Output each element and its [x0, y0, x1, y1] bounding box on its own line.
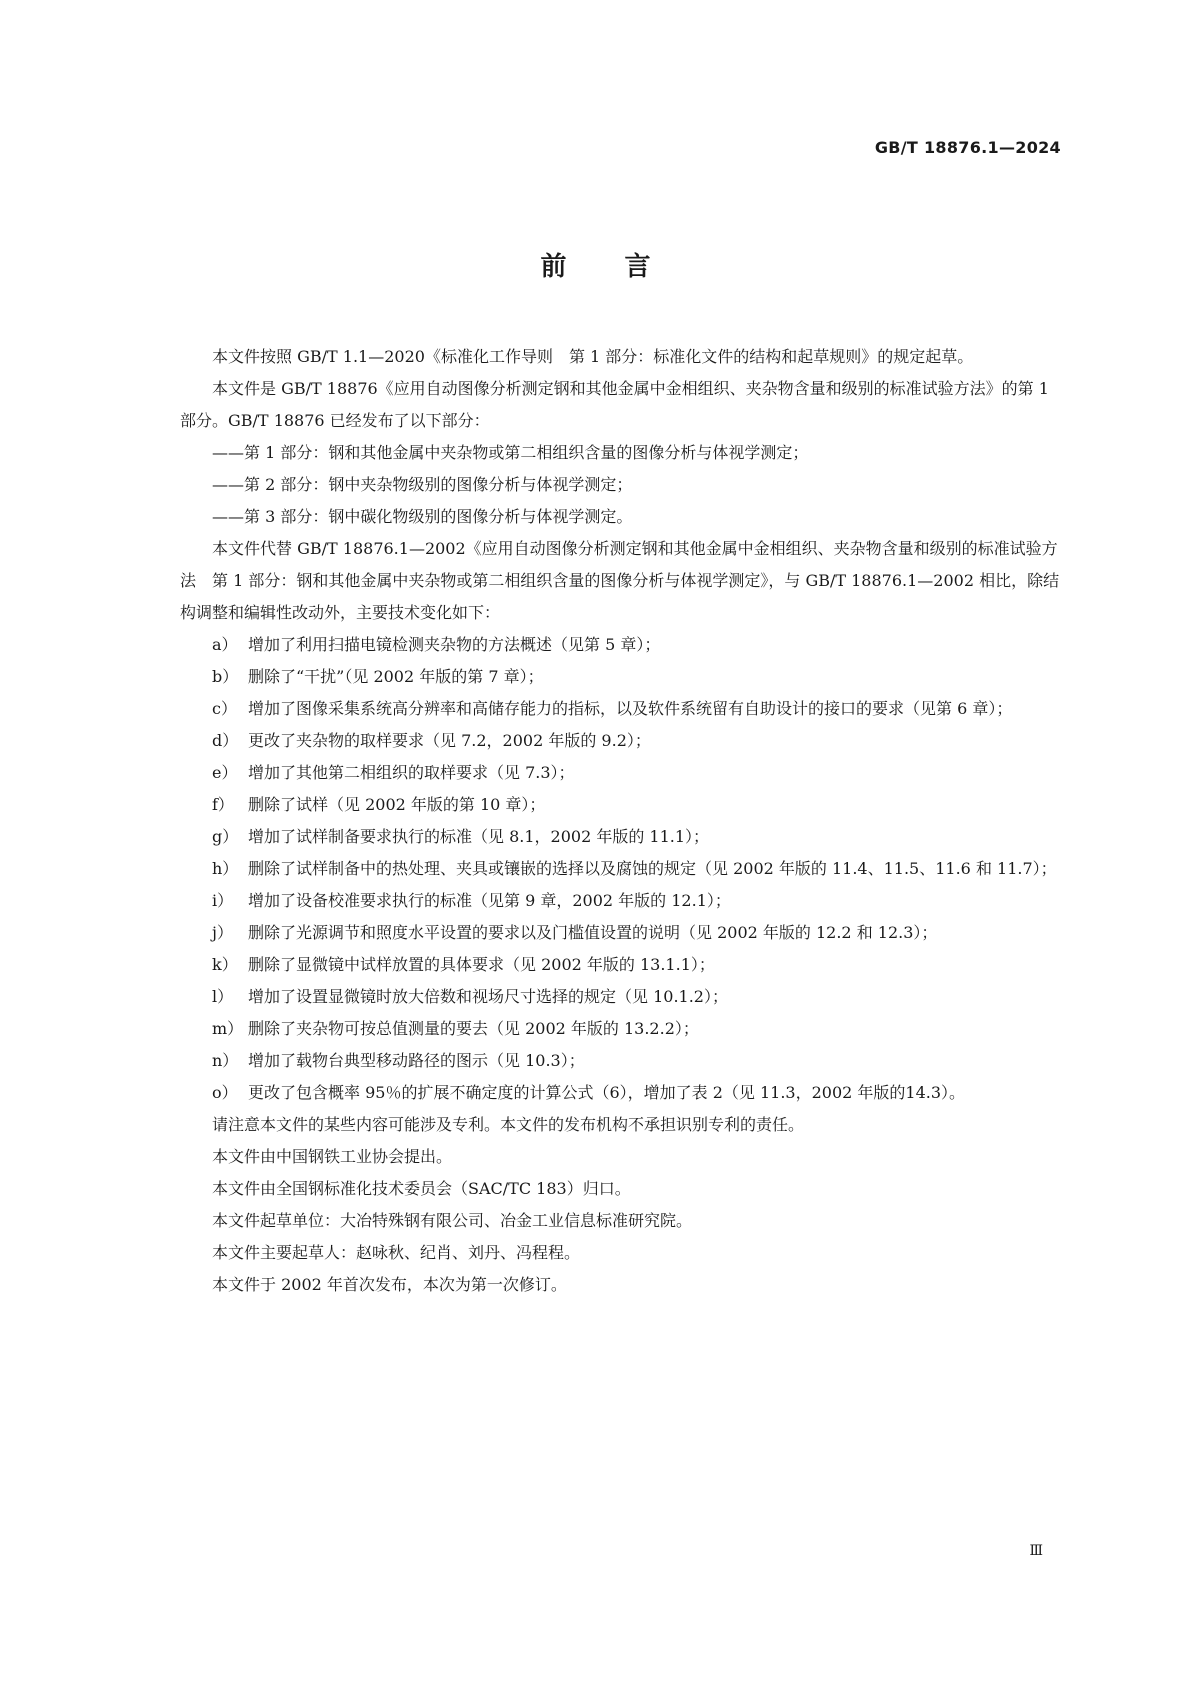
part-item: ——第 2 部分：钢中夹杂物级别的图像分析与体视学测定；: [212, 475, 633, 494]
paragraph-drafters: 本文件主要起草人：赵咏秋、纪肖、刘丹、冯程程。: [212, 1243, 581, 1262]
change-item: [180, 981, 1060, 1013]
change-item: [180, 693, 1060, 725]
list-marker: n）: [212, 1051, 239, 1070]
change-item: [180, 629, 1060, 661]
change-item: [180, 757, 1060, 789]
change-text: 删除了光源调节和照度水平设置的要求以及门槛值设置的说明（见 2002 年版的 12.2 和 12.3）；: [248, 923, 938, 942]
change-item: [180, 885, 1060, 917]
change-text: 删除了显微镜中试样放置的具体要求（见 2002 年版的 13.1.1）；: [248, 955, 715, 974]
change-item: [180, 789, 1060, 821]
list-marker: d）: [212, 731, 239, 750]
change-item: [180, 1077, 1060, 1109]
change-item: [180, 821, 1060, 853]
list-marker: j）: [212, 923, 233, 942]
change-text: 增加了其他第二相组织的取样要求（见 7.3）；: [248, 763, 575, 782]
list-marker: h）: [212, 859, 239, 878]
change-text: 增加了载物台典型移动路径的图示（见 10.3）；: [248, 1051, 585, 1070]
paragraph-drafting-rules: 本文件按照 GB/T 1.1—2020《标准化工作导则 第 1 部分：标准化文件的结构和起草规则》的规定起草。: [212, 347, 974, 366]
list-marker: b）: [212, 667, 239, 686]
change-item: [180, 949, 1060, 981]
change-text: 增加了设备校准要求执行的标准（见第 9 章，2002 年版的 12.1）；: [248, 891, 731, 910]
change-text: 增加了图像采集系统高分辨率和高储存能力的指标，以及软件系统留有自助设计的接口的要求（见第 6 章）；: [248, 699, 1013, 718]
change-item: [180, 1045, 1060, 1077]
paragraph-patent-notice: 请注意本文件的某些内容可能涉及专利。本文件的发布机构不承担识别专利的责任。: [212, 1115, 805, 1134]
change-item: [180, 725, 1060, 757]
part-item: ——第 3 部分：钢中碳化物级别的图像分析与体视学测定。: [212, 507, 633, 526]
paragraph-drafting-units: 本文件起草单位：大冶特殊钢有限公司、冶金工业信息标准研究院。: [212, 1211, 693, 1230]
list-marker: g）: [212, 827, 239, 846]
change-text: 增加了设置显微镜时放大倍数和视场尺寸选择的规定（见 10.1.2）；: [248, 987, 728, 1006]
change-text: 删除了夹杂物可按总值测量的要去（见 2002 年版的 13.2.2）；: [248, 1019, 699, 1038]
change-item: [180, 1013, 1060, 1045]
change-text: 增加了试样制备要求执行的标准（见 8.1，2002 年版的 11.1）；: [248, 827, 710, 846]
paragraph-committee: 本文件由全国钢标准化技术委员会（SAC/TC 183）归口。: [212, 1179, 631, 1198]
list-marker: c）: [212, 699, 237, 718]
document-body: [180, 341, 1060, 1301]
paragraph-proposer: 本文件由中国钢铁工业协会提出。: [212, 1147, 453, 1166]
list-marker: i）: [212, 891, 234, 910]
page-title: 前言: [540, 252, 709, 282]
list-marker: m）: [212, 1019, 244, 1038]
change-item: [180, 661, 1060, 693]
change-text: 更改了夹杂物的取样要求（见 7.2，2002 年版的 9.2）；: [248, 731, 651, 750]
list-marker: o）: [212, 1083, 238, 1102]
list-marker: k）: [212, 955, 238, 974]
standard-number: GB/T 18876.1—2024: [874, 138, 1061, 157]
paragraph-replacement: 本文件代替 GB/T 18876.1—2002《应用自动图像分析测定钢和其他金属中金相组织、夹杂物含量和级别的标准试验方法 第 1 部分：钢和其他金属中夹杂物或第二相组织含量的图像分析与体视学测定》，与 GB/T 18876.1—2002 相比，除结构调整和编辑性改动外，主要技术变化如下：: [180, 539, 1060, 622]
list-marker: e）: [212, 763, 238, 782]
change-text: 删除了试样制备中的热处理、夹具或镶嵌的选择以及腐蚀的规定（见 2002 年版的 11.4、11.5、11.6 和 11.7）；: [248, 859, 1057, 878]
change-text: 删除了试样（见 2002 年版的第 10 章）；: [248, 795, 546, 814]
part-item: ——第 1 部分：钢和其他金属中夹杂物或第二相组织含量的图像分析与体视学测定；: [212, 443, 809, 462]
list-marker: f）: [212, 795, 234, 814]
change-text: 删除了“干扰”（见 2002 年版的第 7 章）；: [248, 667, 544, 686]
paragraph-part-info: 本文件是 GB/T 18876《应用自动图像分析测定钢和其他金属中金相组织、夹杂物含量和级别的标准试验方法》的第 1 部分。GB/T 18876 已经发布了以下部分：: [180, 379, 1049, 430]
change-item: [180, 853, 1060, 885]
change-item: [180, 917, 1060, 949]
paragraph-history: 本文件于 2002 年首次发布，本次为第一次修订。: [212, 1275, 567, 1294]
change-text: 增加了利用扫描电镜检测夹杂物的方法概述（见第 5 章）；: [248, 635, 661, 654]
list-marker: l）: [212, 987, 234, 1006]
list-marker: a）: [212, 635, 238, 654]
change-text: 更改了包含概率 95％的扩展不确定度的计算公式（6），增加了表 2（见 11.3，2002 年版的14.3）。: [248, 1083, 966, 1102]
page-number: Ⅲ: [1029, 1543, 1043, 1559]
